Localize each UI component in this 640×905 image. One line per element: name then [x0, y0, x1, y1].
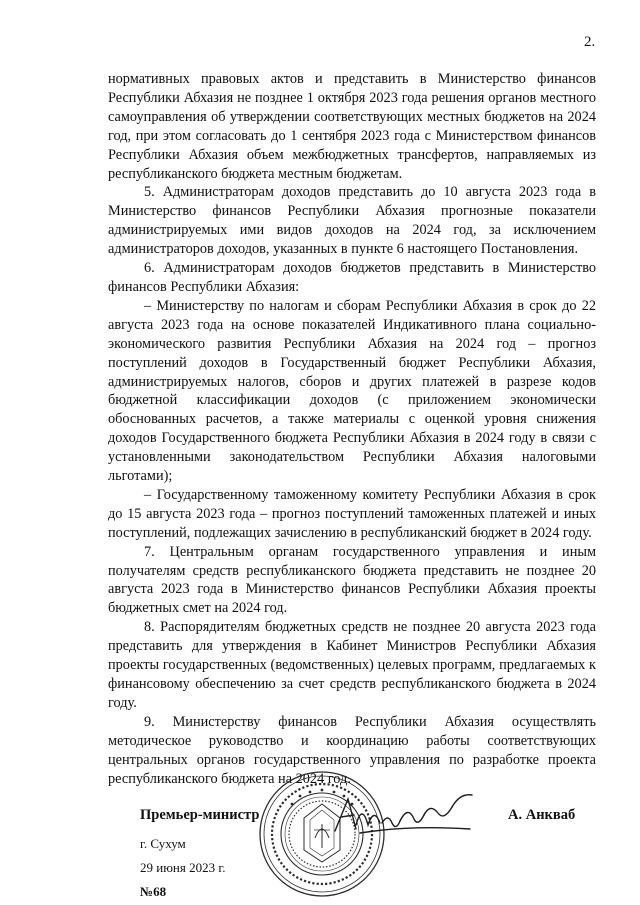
page-number: 2. [584, 34, 596, 50]
document-number: №68 [140, 884, 167, 899]
document-body [108, 70, 596, 788]
signatory-title: Премьер-министр [140, 807, 260, 823]
issue-date: 29 июня 2023 г. [140, 860, 226, 875]
paragraph-item-6-tax-ministry: – Министерству по налогам и сборам Республики Абхазия в срок до 22 августа 2023 года на основе показателей Индикативного плана социально-экономического развития Республики Абхазия на 2024 год – прогноз поступлений доходов в Государственный бюджет Республики Абхазия, администрируемых налогов, сборов и других платежей в разрезе кодов бюджетной классификации доходов (с приложением экономически обоснованных расчетов, а также материалы с оценкой уровня снижения доходов Государственного бюджета Республики Абхазия в 2024 году в связи с установленными законодательством Республики Абхазия налоговыми льготами); [108, 297, 596, 485]
issue-place: г. Сухум [140, 836, 186, 851]
paragraph-item-6-customs: – Государственному таможенному комитету Республики Абхазия в срок до 15 августа 2023 года – прогноз поступлений таможенных платежей и иных поступлений, подлежащих зачислению в республиканский бюджет в 2024 году. [108, 486, 596, 541]
paragraph-item-9: 9. Министерству финансов Республики Абхазия осуществлять методическое руководство и координацию работы соответствующих центральных органов государственного управления по разработке проекта республиканского бюджета на 2024 год. [108, 713, 596, 787]
paragraph-item-6: 6. Администраторам доходов бюджетов представить в Министерство финансов Республики Абхазия: [108, 260, 596, 295]
paragraph-continuation: нормативных правовых актов и представить в Министерство финансов Республики Абхазия не позднее 1 октября 2023 года решения органов местного самоуправления об утверждении соответствующих местных бюджетов на 2024 год, при этом согласовать до 1 сентября 2023 года с Министерством финансов Республики Абхазия объем межбюджетных трансфертов, направляемых из республиканского бюджета местным бюджетам. [108, 71, 596, 182]
signatory-name: А. Анкваб [508, 807, 576, 823]
paragraph-item-7: 7. Центральным органам государственного управления и иным получателям средств республиканского бюджета представить не позднее 20 августа 2023 года в Министерство финансов Республики Абхазия проекты бюджетных смет на 2024 год. [108, 543, 596, 617]
paragraph-item-8: 8. Распорядителям бюджетных средств не позднее 20 августа 2023 года представить для утверждения в Кабинет Министров Республики Абхазия проекты государственных (ведомственных) целевых программ, предлагаемых к финансовому обеспечению за счет средств республиканского бюджета в 2024 году. [108, 619, 596, 711]
paragraph-item-5: 5. Администраторам доходов представить до 10 августа 2023 года в Министерство финансов Республики Абхазия прогнозные показатели администрируемых ими видов доходов на 2024 год, за исключением администраторов доходов, указанных в пункте 6 настоящего Постановления. [108, 184, 596, 258]
handwritten-signature-icon [330, 785, 480, 845]
